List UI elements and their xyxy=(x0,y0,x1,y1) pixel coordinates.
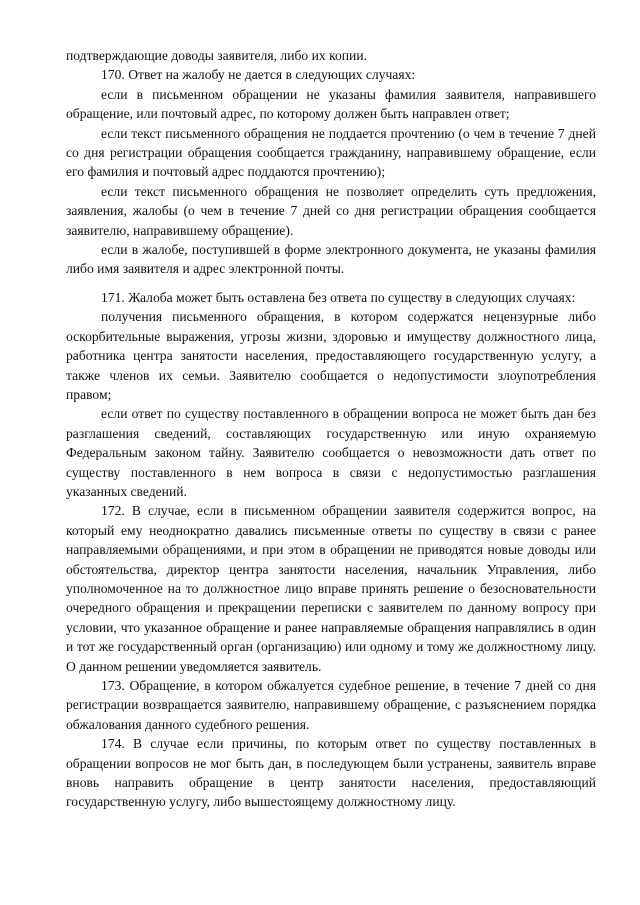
clause-170-item-4: если в жалобе, поступившей в форме электронного документа, не указаны фамилия либо имя заявителя и адрес электронной почты. xyxy=(66,242,596,277)
continuation-paragraph: подтверждающие доводы заявителя, либо их копии. xyxy=(66,48,367,63)
clause-170-item-2: если текст письменного обращения не поддается прочтению (о чем в течение 7 дней со дня регистрации обращения сообщается гражданину, направившему обращение, если его фамилия и почтовый адрес поддаются прочтению); xyxy=(66,125,596,180)
document-page xyxy=(66,46,596,812)
clause-172: 172. В случае, если в письменном обращении заявителя содержится вопрос, на который ему неоднократно давались письменные ответы по существу в связи с ранее направляемыми обращениями, и при этом в обращении не приводятся новые доводы или обстоятельства, директор центра занятости населения, начальник Управления, либо уполномоченное на то должностное лицо вправе принять решение о безосновательности очередного обращения и прекращении переписки с заявителем по данному вопросу при условии, что указанное обращение и ранее направляемые обращения направлялись в один и тот же государственный орган (организацию) или одному и тому же должностному лицу. О данном решении уведомляется заявитель. xyxy=(66,503,596,674)
clause-174: 174. В случае если причины, по которым ответ по существу поставленных в обращении вопросов не мог быть дан, в последующем были устранены, заявитель вправе вновь направить обращение в центр занятости населения, предоставляющий государственную услугу, либо вышестоящему должностному лицу. xyxy=(66,736,596,810)
clause-173: 173. Обращение, в котором обжалуется судебное решение, в течение 7 дней со дня регистрации возвращается заявителю, направившему обращение, с разъяснением порядка обжалования данного судебного решения. xyxy=(66,678,596,732)
clause-170-heading: 170. Ответ на жалобу не дается в следующих случаях: xyxy=(101,67,416,83)
clause-171-item-2: если ответ по существу поставленного в обращении вопроса не может быть дан без разглашения сведений, составляющих государственную или иную охраняемую Федеральным законом тайну. Заявителю сообщается о невозможности дать ответ по существу поставленного в нем вопроса в связи с недопустимостью разглашения указанных сведений. xyxy=(66,406,596,499)
clause-171-heading: 171. Жалоба может быть оставлена без ответа по существу в следующих случаях: xyxy=(101,289,576,305)
clause-170-item-1: если в письменном обращении не указаны фамилия заявителя, направившего обращение, или почтовый адрес, по которому должен быть направлен ответ; xyxy=(66,86,596,122)
clause-171-item-1: получения письменного обращения, в котором содержатся нецензурные либо оскорбительные выражения, угрозы жизни, здоровью и имуществу должностного лица, работника центра занятости населения, предоставляющего государственную услугу, а также членов их семьи. Заявителю сообщается о недопустимости злоупотребления правом; xyxy=(66,309,596,402)
clause-170-item-3: если текст письменного обращения не позволяет определить суть предложения, заявления, жалобы (о чем в течение 7 дней со дня регистрации обращения сообщается заявителю, направившему обращение). xyxy=(66,183,596,238)
